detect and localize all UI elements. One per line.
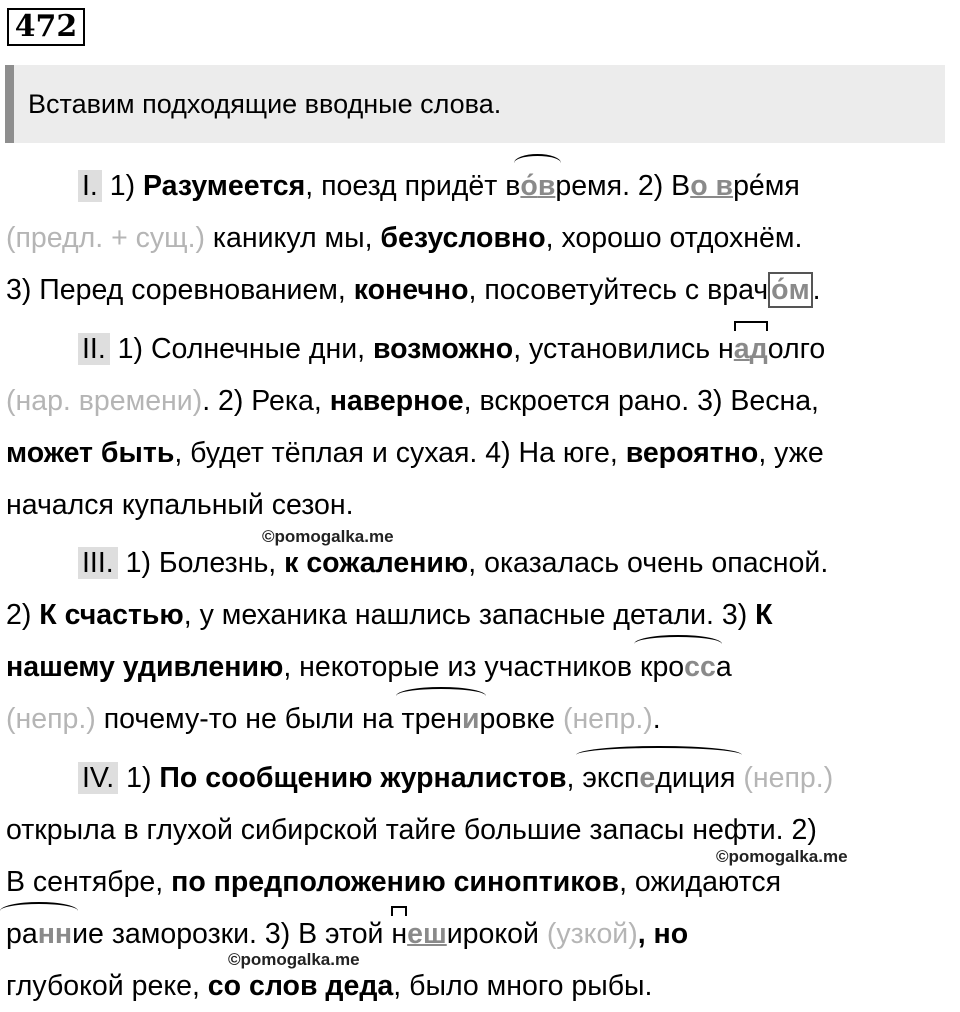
text: н	[391, 918, 408, 950]
accent-letter: нн	[37, 918, 73, 950]
intro-word: По сообщению журналистов	[159, 762, 567, 794]
text: ,	[566, 762, 583, 794]
section-2	[6, 323, 956, 531]
text: , было много рыбы.	[393, 970, 653, 1002]
intro-word: по предположению синоптиков	[171, 866, 620, 898]
accent-letter: в	[537, 170, 556, 202]
text: 2)	[6, 599, 40, 631]
intro-word: возможно	[373, 333, 514, 365]
text: 1) Болезнь,	[117, 547, 285, 579]
watermark: ©pomogalka.me	[716, 847, 848, 866]
text: В сентябре,	[6, 866, 172, 898]
text: кро	[639, 651, 685, 683]
line	[6, 960, 956, 1012]
text: , ожидаются	[619, 866, 782, 898]
accent-letter: о́	[520, 170, 538, 202]
line	[6, 589, 956, 641]
line	[6, 375, 956, 427]
watermark: ©pomogalka.me	[228, 950, 360, 969]
text: .	[652, 703, 661, 735]
text: эксп	[582, 762, 640, 794]
text: ровке	[479, 703, 556, 735]
prefix-mark	[391, 908, 407, 960]
text: диция	[655, 762, 736, 794]
text: ра	[6, 918, 38, 950]
roman-numeral: III.	[78, 547, 118, 579]
text: , установились н	[513, 333, 734, 365]
intro-word: вероятно	[625, 437, 759, 469]
roman-numeral: IV.	[78, 762, 118, 794]
conjunction: , но	[637, 918, 689, 950]
line: открыла в глухой сибирской тайге большие запасы нефти. 2)	[6, 814, 817, 846]
text: , уже	[758, 437, 824, 469]
text: , вскроется рано. 3) Весна,	[463, 385, 819, 417]
text: олго	[767, 333, 826, 365]
grammar-note: (непр.)	[6, 703, 96, 735]
line	[6, 264, 956, 316]
intro-word: безусловно	[380, 222, 546, 254]
grammar-note: (узкой)	[546, 918, 638, 950]
grammar-note: (нар. времени)	[6, 385, 203, 417]
intro-word: К	[755, 599, 773, 631]
line	[6, 693, 956, 745]
task-statement: Вставим подходящие вводные слова.	[5, 65, 945, 143]
root-arc	[582, 752, 735, 804]
accent-letter: и	[462, 703, 480, 735]
text: 1)	[118, 762, 160, 794]
line	[6, 537, 956, 589]
exercise-number: 472	[7, 8, 85, 46]
root-arc	[402, 693, 480, 745]
text: 1) Солнечные дни,	[109, 333, 373, 365]
prefix-mark	[734, 323, 768, 375]
line	[6, 641, 956, 693]
intro-word: К счастью	[39, 599, 184, 631]
line	[6, 323, 956, 375]
text: глубокой реке,	[6, 970, 208, 1002]
accent-letter: о в	[690, 170, 734, 202]
line: начался купальный сезон.	[6, 489, 354, 521]
text: 1)	[109, 170, 144, 202]
intro-word: наверное	[329, 385, 464, 417]
root-arc	[520, 160, 555, 212]
text: . 2) Река,	[202, 385, 330, 417]
line	[6, 908, 956, 960]
root-arc	[640, 641, 716, 693]
accent-letter: а	[733, 333, 750, 365]
intro-word: со слов деда	[207, 970, 394, 1002]
roman-numeral: I.	[78, 170, 102, 202]
grammar-note: (непр.)	[743, 762, 834, 794]
line	[6, 212, 956, 264]
accent-letter: еш	[407, 918, 447, 950]
text: а	[715, 651, 732, 683]
text: ирокой	[446, 918, 547, 950]
text	[555, 703, 563, 735]
section-3	[6, 537, 956, 745]
section-4	[6, 752, 956, 1012]
text: трен	[401, 703, 463, 735]
line	[6, 160, 956, 212]
text: ие заморозки. 3) В этой	[72, 918, 392, 950]
accent-letter: е	[639, 762, 656, 794]
grammar-note: (предл. + сущ.)	[6, 222, 206, 254]
text: каникул мы,	[205, 222, 381, 254]
intro-word: нашему удивлению	[6, 651, 284, 683]
line	[6, 752, 956, 804]
watermark: ©pomogalka.me	[262, 527, 394, 546]
text: , будет тёплая и сухая. 4) На юге,	[174, 437, 626, 469]
intro-word: к сожалению	[284, 547, 469, 579]
accent-letter: сс	[684, 651, 716, 683]
text: , посоветуйтесь с врач	[468, 274, 769, 306]
intro-word: Разумеется	[143, 170, 306, 202]
root-arc	[6, 908, 72, 960]
section-1	[6, 160, 956, 316]
text: .	[812, 274, 821, 306]
text: , оказалась очень опасной.	[468, 547, 829, 579]
text: почему-то не были на	[95, 703, 402, 735]
intro-word: может быть	[6, 437, 175, 469]
text: ре́мя	[733, 170, 800, 202]
text: ремя. 2) В	[555, 170, 691, 202]
intro-word: конечно	[353, 274, 469, 306]
ending-box	[768, 272, 813, 308]
text: , у механика нашлись запасные детали. 3)	[183, 599, 756, 631]
grammar-note: (непр.)	[562, 703, 653, 735]
text: , хорошо отдохнём.	[545, 222, 803, 254]
roman-numeral: II.	[78, 333, 110, 365]
accent-letter: о́м	[771, 274, 810, 306]
accent-letter: д	[749, 333, 768, 365]
text: 3) Перед соревнованием,	[6, 274, 354, 306]
line	[6, 427, 956, 479]
text: , поезд придёт в	[305, 170, 521, 202]
text: , некоторые из участников	[283, 651, 640, 683]
